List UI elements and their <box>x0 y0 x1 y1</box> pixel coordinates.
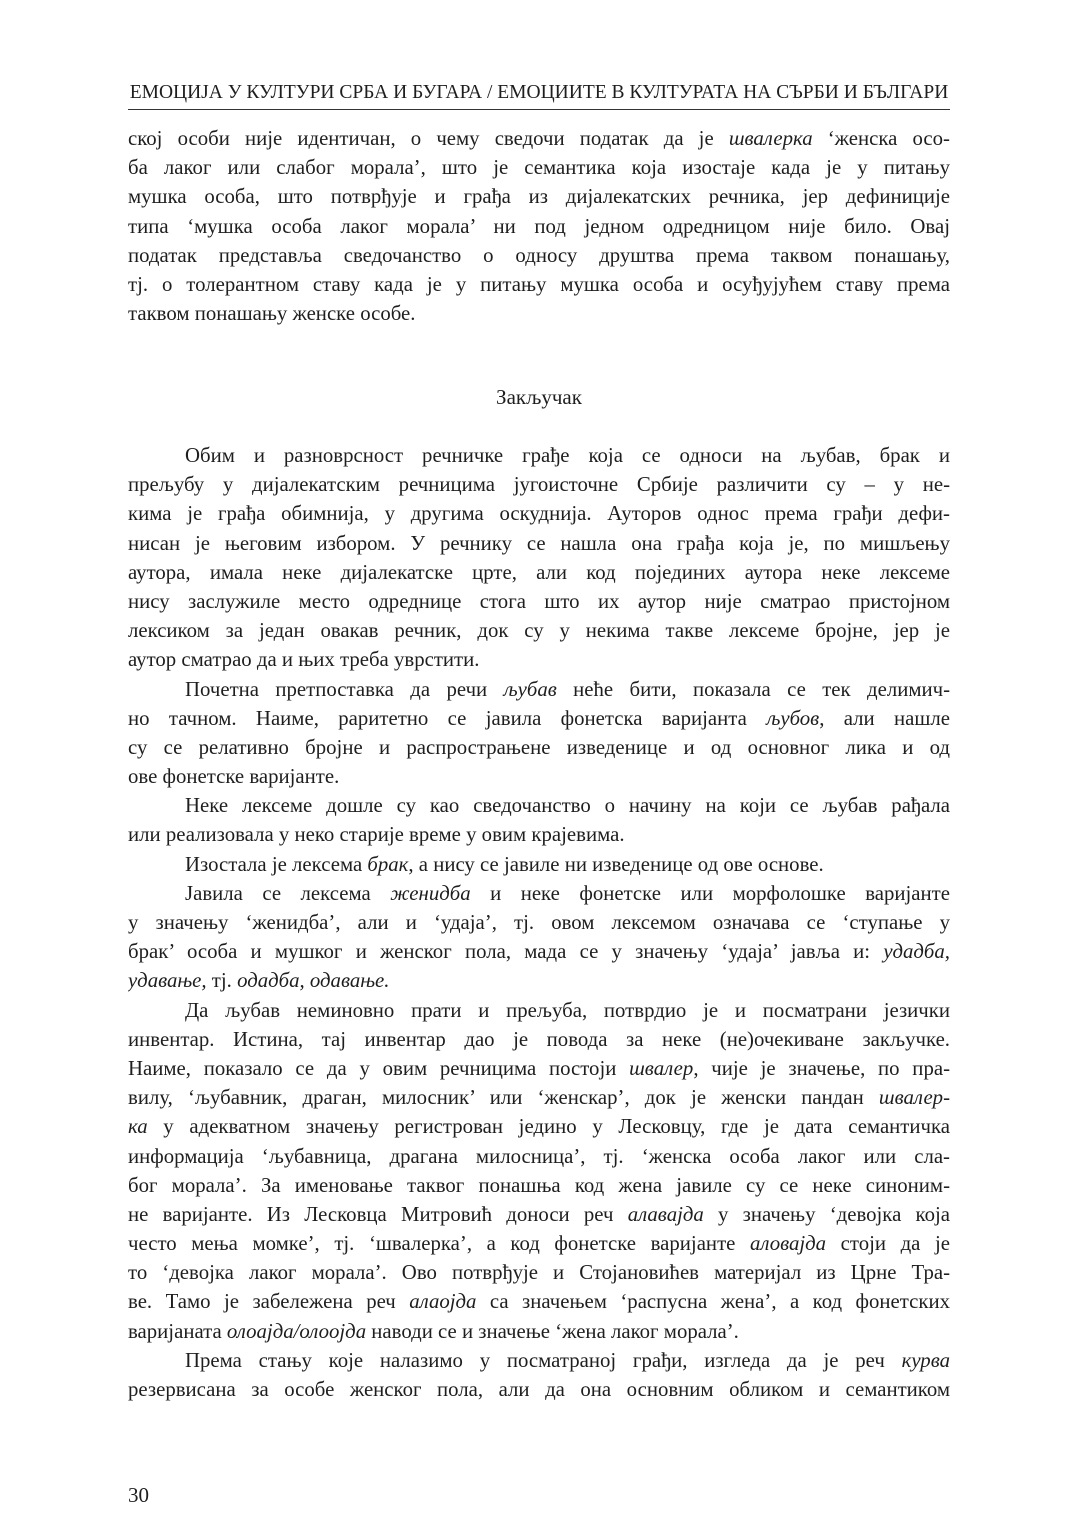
text-line <box>128 1287 950 1316</box>
text-line <box>128 1346 950 1375</box>
text-line <box>128 1083 950 1112</box>
text-line <box>128 1258 950 1287</box>
text-segment: , чије је значење, по пра- <box>693 1056 950 1080</box>
text-segment: у значењу ‘девојка која <box>703 1202 950 1226</box>
text-segment: Према стању које налазимо у посматраној грађи, изгледа да је реч <box>185 1348 902 1372</box>
text-segment: нисан је његовим избором. У речнику се нашла она грађа која је, по мишљењу <box>128 531 950 555</box>
text-segment: неће бити, показала се тек делимич- <box>556 677 950 701</box>
text-line <box>128 587 950 616</box>
text-segment: варијаната <box>128 1319 227 1343</box>
text-segment: ској особи није идентичан, о чему сведочи податак да је <box>128 127 729 150</box>
text-segment: типа ‘мушка особа лаког морала’ ни под једном одредницом није било. Овај <box>128 214 950 238</box>
text-segment: таквом понашању женске особе. <box>128 302 416 326</box>
text-segment: Јавила се лексема <box>185 881 391 905</box>
text-segment: или реализовала у неко старије време у овим крајевима. <box>128 823 625 847</box>
text-line <box>128 616 950 645</box>
text-line <box>128 241 950 270</box>
italic-term: курва <box>901 1348 950 1372</box>
text-line <box>128 1112 950 1141</box>
text-segment: наводи се и значење ‘жена лаког морала’. <box>366 1319 739 1343</box>
italic-term: швалер <box>629 1056 694 1080</box>
text-segment: брак’ особа и мушког и женског пола, мада се у значењу ‘удаја’ јавља и: <box>128 940 884 964</box>
text-line <box>128 124 950 153</box>
text-segment: нису заслужиле место одреднице стога што их аутор није сматрао пристојном <box>128 589 950 613</box>
text-line <box>128 558 950 587</box>
italic-term: брак <box>367 852 409 876</box>
intro-paragraph <box>128 124 950 328</box>
text-segment: тј. <box>206 969 238 993</box>
italic-term: аловајда <box>749 1232 827 1256</box>
text-line <box>128 153 950 182</box>
italic-term: љубов <box>766 706 820 730</box>
text-segment: ове фонетске варијанте. <box>128 765 340 789</box>
text-segment: су се релативно бројне и распрострањене изведенице и од основног лика и од <box>128 735 950 759</box>
italic-term: одадба, одавање. <box>237 969 390 993</box>
running-title: ЕМОЦИЈА У КУЛТУРИ СРБА И БУГАРА / ЕМОЦИИТЕ В КУЛТУРАТА НА СЪРБИ И БЪЛГАРИ <box>129 82 949 103</box>
text-line <box>128 182 950 211</box>
text-line <box>128 212 950 241</box>
italic-term: женидба <box>390 881 471 905</box>
italic-term: алавајда <box>627 1202 704 1226</box>
section-heading: Закључак <box>496 385 582 409</box>
text-line <box>128 937 950 966</box>
text-line <box>128 645 950 674</box>
text-line <box>128 762 950 791</box>
text-segment: Да љубав неминовно прати и прељуба, потврдио је и посматрани језички <box>185 998 950 1022</box>
text-line <box>128 270 950 299</box>
text-segment: Почетна претпоставка да речи <box>185 677 504 701</box>
text-segment: ба лаког или слабог морала’, што је семантика која изостаје када је у питању <box>128 156 950 180</box>
text-line <box>128 1375 950 1404</box>
italic-term: швалерка <box>728 127 813 150</box>
text-segment: бог морала’. За именовање таквог понашња код жена јавиле су се неке синоним- <box>128 1173 950 1197</box>
text-line <box>128 499 950 528</box>
text-line <box>128 1200 950 1229</box>
italic-term: удавање, <box>128 969 207 993</box>
text-segment: често мења момке’, тј. ‘швалерка’, а код фонетске варијанте <box>128 1232 750 1256</box>
text-segment: са значењем ‘распусна жена’, а код фонетских <box>476 1290 950 1314</box>
text-segment: не варијанте. Из Лесковца Митровић доноси реч <box>128 1202 628 1226</box>
text-segment: прељубу у дијалекатским речницима југоисточне Србије различити су – у не- <box>128 473 950 497</box>
text-line <box>128 675 950 704</box>
text-segment: резервисана за особе женског пола, али да она основним обликом и семантиком <box>128 1378 950 1401</box>
text-line <box>128 791 950 820</box>
text-line <box>128 966 950 995</box>
text-line <box>128 820 950 849</box>
text-segment: податак представља сведочанство о односу друштва према таквом понашању, <box>128 243 950 267</box>
text-line <box>128 879 950 908</box>
text-line <box>128 1229 950 1258</box>
italic-term: швалер- <box>878 1086 950 1110</box>
italic-term: удадба, <box>883 940 950 964</box>
text-line <box>128 908 950 937</box>
text-segment: ве. Тамо је забележена реч <box>128 1290 410 1314</box>
text-line <box>128 1054 950 1083</box>
text-line <box>128 441 950 470</box>
text-segment: у адекватном значењу регистрован једино у Лесковцу, где је дата семантичка <box>147 1115 950 1139</box>
text-line <box>128 1317 950 1346</box>
text-segment: лексиком за један овакав речник, док су у некима такве лексеме бројне, јер је <box>128 619 950 643</box>
text-segment: информација ‘љубавница, драгана милосница’, тј. ‘женска особа лаког или сла- <box>128 1144 950 1168</box>
text-segment: , а нису се јавиле ни изведенице од ове основе. <box>408 852 824 876</box>
text-segment: то ‘девојка лаког морала’. Ово потврђује и Стојановићев материјал из Црне Тра- <box>128 1261 950 1285</box>
text-line <box>128 1025 950 1054</box>
text-segment: Изостала је лексема <box>185 852 368 876</box>
text-line <box>128 299 950 328</box>
text-segment: мушка особа, што потврђује и грађа из дијалекатских речника, јер дефиниције <box>128 185 950 209</box>
italic-term: љубав <box>503 677 557 701</box>
text-segment: ‘женска осо- <box>812 127 950 150</box>
text-segment: аутора, имала неке дијалекатске црте, али код појединих аутора неке лексеме <box>128 560 950 584</box>
text-line <box>128 850 950 879</box>
text-line <box>128 1142 950 1171</box>
italic-term: олоајда/олоојда <box>226 1319 367 1343</box>
italic-term: алаојда <box>409 1290 477 1314</box>
running-header <box>128 80 950 110</box>
text-segment: стоји да је <box>826 1232 950 1256</box>
text-segment: Неке лексеме дошле су као сведочанство о начину на који се љубав рађала <box>185 794 950 818</box>
italic-term: ка <box>128 1115 148 1139</box>
text-segment: вилу, ‘љубавник, драган, милосник’ или ‘женскар’, док је женски пандан <box>128 1086 879 1110</box>
text-segment: , али нашле <box>819 706 950 730</box>
text-segment: и неке фонетске или морфолошке варијанте <box>470 881 950 905</box>
text-line <box>128 1171 950 1200</box>
text-line <box>128 704 950 733</box>
text-segment: Наиме, показало се да у овим речницима постоји <box>128 1056 630 1080</box>
text-line <box>128 529 950 558</box>
text-line <box>128 470 950 499</box>
page-number: 30 <box>128 1483 149 1507</box>
text-segment: тј. о толерантном ставу када је у питању мушка особа и осуђујућем ставу према <box>128 272 950 296</box>
conclusion-body <box>128 441 950 1404</box>
text-segment: но тачном. Наиме, раритетно се јавила фонетска варијанта <box>128 706 767 730</box>
text-segment: инвентар. Истина, тај инвентар дао је повода за неке (не)очекиване закључке. <box>128 1027 950 1051</box>
text-line <box>128 733 950 762</box>
text-segment: Обим и разноврсност речничке грађе која се односи на љубав, брак и <box>185 444 950 467</box>
text-line <box>128 996 950 1025</box>
text-segment: кима је грађа обимнија, у другима оскуднија. Ауторов однос према грађи дефи- <box>128 502 950 526</box>
text-segment: у значењу ‘женидба’, али и ‘удаја’, тј. овом лексемом означава се ‘ступање у <box>128 911 950 934</box>
text-segment: аутор сматрао да и њих треба уврстити. <box>128 648 480 672</box>
